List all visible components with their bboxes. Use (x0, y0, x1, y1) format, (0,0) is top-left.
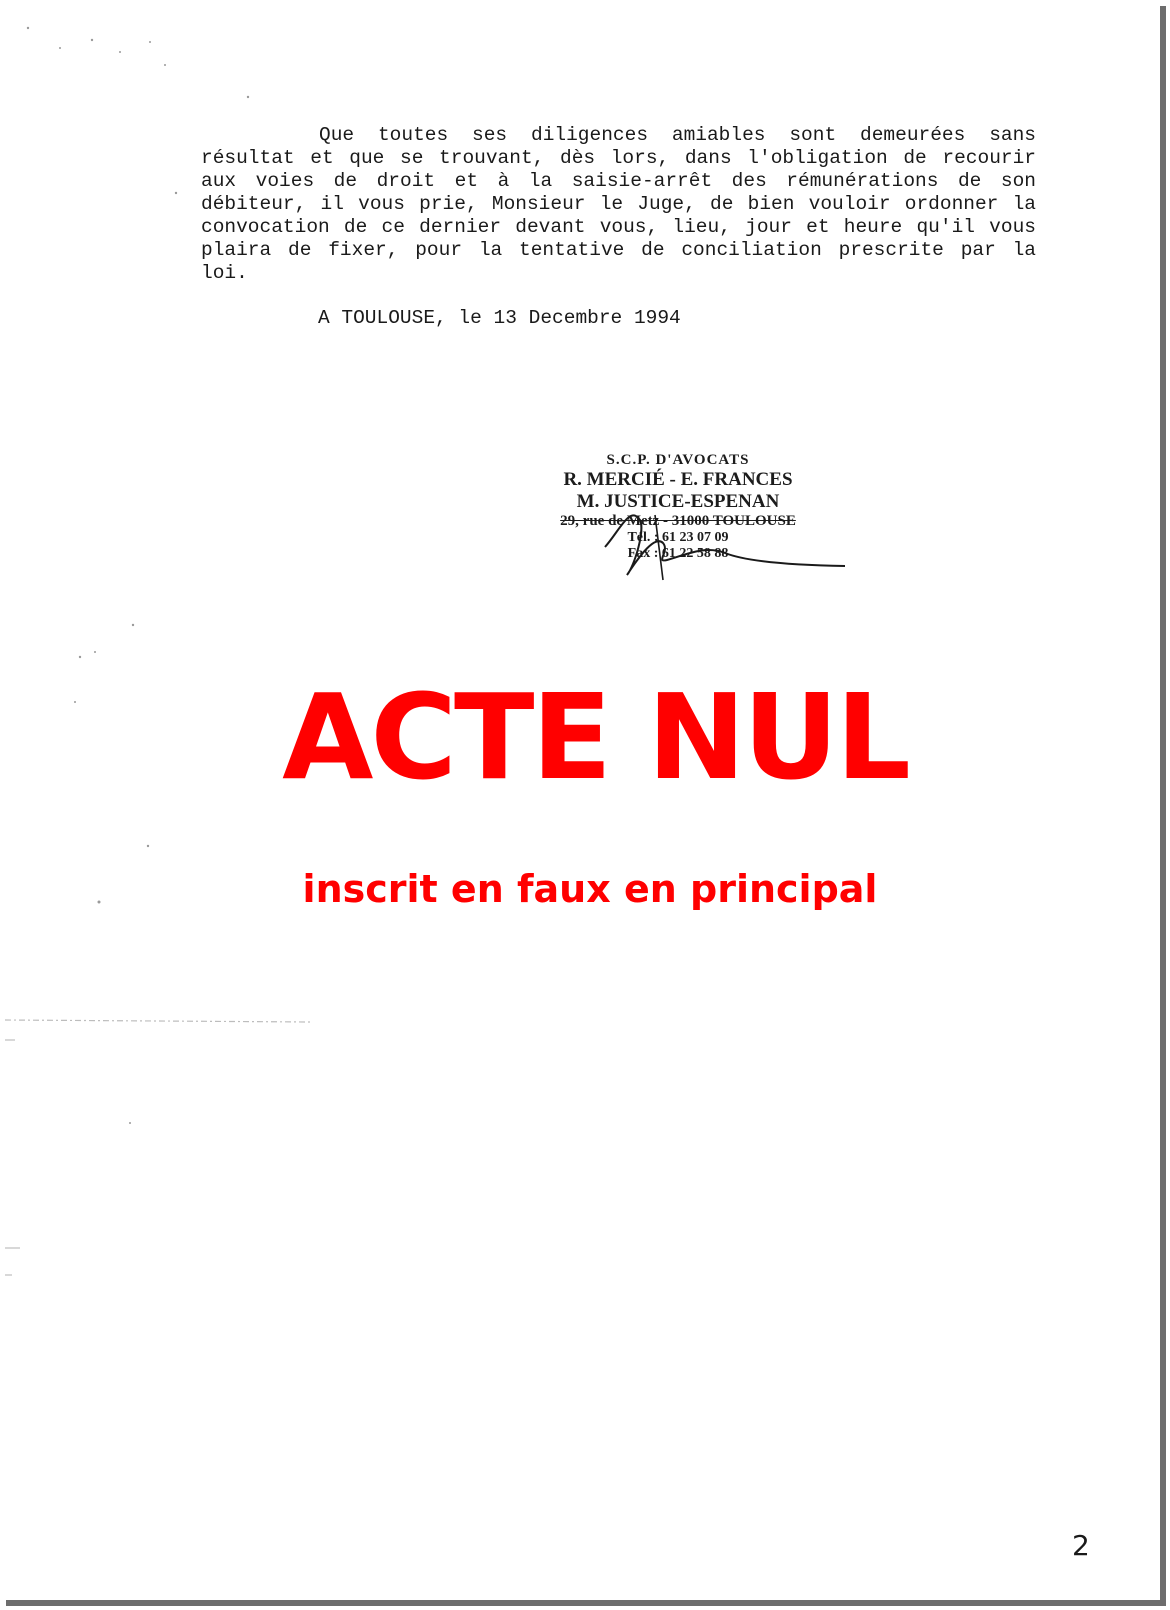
paragraph-line: loi. (201, 262, 248, 284)
paragraph-line: débiteur, il vous prie, Monsieur le Juge, de bien vouloir ordonner la (201, 193, 1036, 215)
stamp-line1: R. MERCIÉ - E. FRANCES (563, 469, 793, 490)
stamp-line2: M. JUSTICE-ESPENAN (576, 491, 780, 512)
paragraph-line: plaira de fixer, pour la tentative de conciliation prescrite par la (201, 239, 1036, 261)
stamp-address: 29, rue de Metz - 31000 TOULOUSE (560, 513, 796, 529)
paragraph-line: aux voies de droit et à la saisie-arrêt des rémunérations de son (201, 170, 1036, 192)
page-number: 2 (1072, 1529, 1090, 1562)
stamp-title: S.C.P. D'AVOCATS (606, 452, 750, 468)
stamp-fax: Fax : 61 22 58 88 (627, 546, 729, 561)
stamp-tel: Tél. : 61 23 07 09 (627, 530, 729, 545)
signature-scribble (545, 485, 865, 595)
paragraph-line: résultat et que se trouvant, dès lors, dans l'obligation de recourir (201, 147, 1036, 169)
acte-nul-headline: ACTE NUL (282, 668, 908, 806)
paragraph-line: convocation de ce dernier devant vous, lieu, jour et heure qu'il vous (201, 216, 1036, 238)
body-paragraph (201, 124, 1036, 285)
date-line: A TOULOUSE, le 13 Decembre 1994 (318, 307, 681, 329)
inscrit-subline: inscrit en faux en principal (302, 867, 878, 911)
paragraph-line: Que toutes ses diligences amiables sont demeurées sans (319, 124, 1036, 146)
